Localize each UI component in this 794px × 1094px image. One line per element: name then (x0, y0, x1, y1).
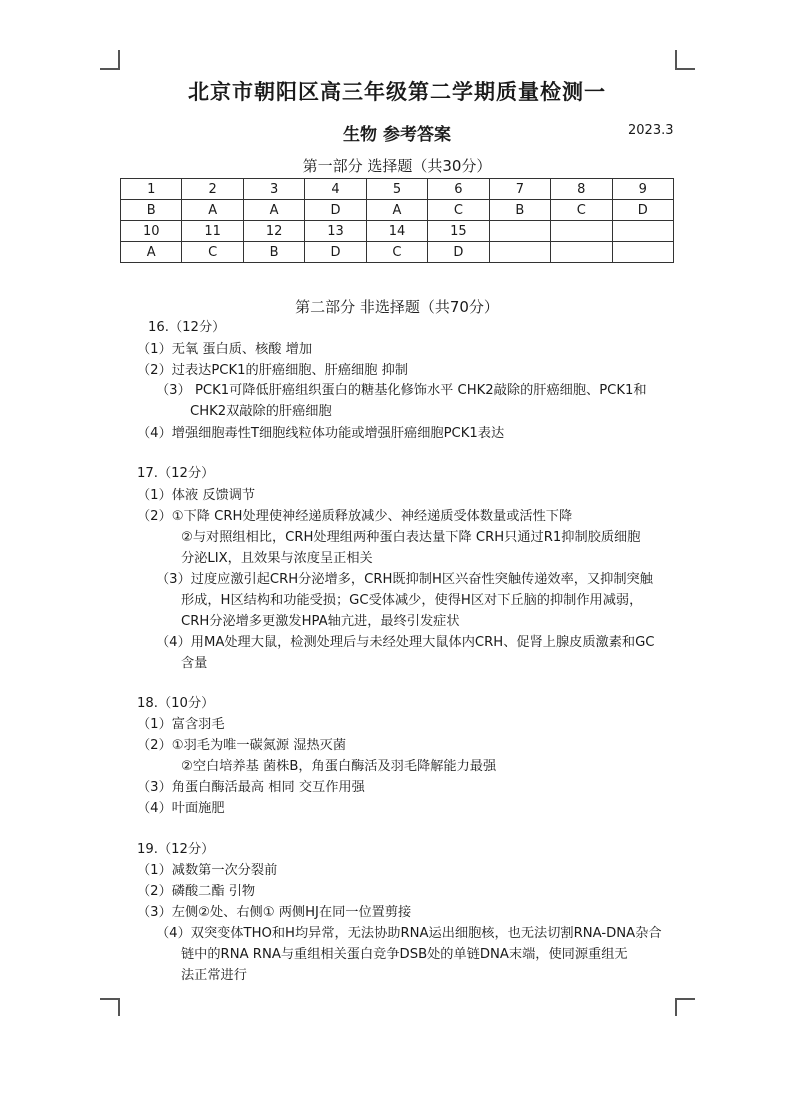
question-heading: 18.（10分） (137, 696, 215, 711)
answer-line: （1）无氧 蛋白质、核酸 增加 (137, 342, 313, 357)
answer-line: 形成，H区结构和功能受损；GC受体减少，使得H区对下丘脑的抑制作用减弱， (181, 593, 643, 608)
crop-mark (100, 998, 120, 1000)
table-cell: B (489, 200, 550, 221)
answer-line: （2）磷酸二酯 引物 (137, 884, 256, 899)
table-cell: C (428, 200, 489, 221)
table-cell: D (305, 242, 366, 263)
crop-mark (100, 68, 120, 70)
table-cell: A (121, 242, 182, 263)
table-cell: 12 (243, 221, 304, 242)
table-row (121, 242, 674, 263)
answer-line: （2）①下降 CRH处理使神经递质释放减少、神经递质受体数量或活性下降 (137, 509, 573, 524)
answer-table (120, 178, 674, 263)
answer-line: （3）角蛋白酶活最高 相同 交互作用强 (137, 780, 365, 795)
answer-line: （3）左侧②处、右侧① 两侧HJ在同一位置剪接 (137, 905, 412, 920)
answer-line: （3）过度应激引起CRH分泌增多，CRH既抑制H区兴奋性突触传递效率，又抑制突触 (156, 572, 653, 587)
answer-line: （1）富含羽毛 (137, 717, 225, 732)
answer-line: CHK2双敲除的肝癌细胞 (190, 404, 332, 419)
table-row (121, 200, 674, 221)
crop-mark (118, 50, 120, 68)
answer-line: 含量 (181, 656, 208, 671)
table-cell: 3 (243, 179, 304, 200)
crop-mark (675, 998, 695, 1000)
table-cell (489, 221, 550, 242)
table-cell: C (551, 200, 612, 221)
table-cell: 9 (612, 179, 674, 200)
table-cell: 7 (489, 179, 550, 200)
crop-mark (675, 998, 677, 1016)
table-cell: 6 (428, 179, 489, 200)
table-cell: 8 (551, 179, 612, 200)
table-cell: B (243, 242, 304, 263)
answer-line: （4）叶面施肥 (137, 801, 225, 816)
table-cell: A (366, 200, 427, 221)
page-subtitle: 生物 参考答案 (343, 125, 451, 145)
table-cell: 5 (366, 179, 427, 200)
table-cell: 14 (366, 221, 427, 242)
table-row (121, 221, 674, 242)
table-cell: 4 (305, 179, 366, 200)
answer-line: （3） PCK1可降低肝癌组织蛋白的糖基化修饰水平 CHK2敲除的肝癌细胞、PCK1和 (156, 383, 647, 398)
table-cell: 1 (121, 179, 182, 200)
answer-line: 法正常进行 (181, 968, 247, 983)
table-cell: D (305, 200, 366, 221)
table-cell: D (428, 242, 489, 263)
question-heading: 16.（12分） (148, 320, 226, 335)
question-heading: 17.（12分） (137, 466, 215, 481)
crop-mark (675, 68, 695, 70)
table-cell (612, 242, 674, 263)
table-cell: 15 (428, 221, 489, 242)
table-cell (612, 221, 674, 242)
page-title: 北京市朝阳区高三年级第二学期质量检测一 (188, 80, 606, 104)
part2-heading: 第二部分 非选择题（共70分） (295, 298, 499, 316)
crop-mark (675, 50, 677, 68)
table-cell: D (612, 200, 674, 221)
answer-line: （4）增强细胞毒性T细胞线粒体功能或增强肝癌细胞PCK1表达 (137, 426, 505, 441)
answer-line: ②空白培养基 菌株B，角蛋白酶活及羽毛降解能力最强 (181, 759, 497, 774)
table-cell: A (243, 200, 304, 221)
question-heading: 19.（12分） (137, 842, 215, 857)
answer-line: （1）减数第一次分裂前 (137, 863, 278, 878)
crop-mark (118, 998, 120, 1016)
answer-line: （2）过表达PCK1的肝癌细胞、肝癌细胞 抑制 (137, 363, 408, 378)
answer-line: （4）双突变体THO和H均异常，无法协助RNA运出细胞核，也无法切割RNA-DNA杂合 (156, 926, 662, 941)
table-cell: 2 (182, 179, 243, 200)
exam-date: 2023.3 (628, 123, 674, 138)
answer-line: 分泌LIX，且效果与浓度呈正相关 (181, 551, 373, 566)
table-cell: C (182, 242, 243, 263)
table-cell (489, 242, 550, 263)
table-cell (551, 242, 612, 263)
table-cell: C (366, 242, 427, 263)
answer-line: （4）用MA处理大鼠，检测处理后与未经处理大鼠体内CRH、促肾上腺皮质激素和GC (156, 635, 655, 650)
answer-line: （1）体液 反馈调节 (137, 488, 256, 503)
table-cell: 13 (305, 221, 366, 242)
table-row (121, 179, 674, 200)
answer-line: 链中的RNA RNA与重组相关蛋白竞争DSB处的单链DNA末端，使同源重组无 (181, 947, 628, 962)
table-cell: A (182, 200, 243, 221)
table-cell: 11 (182, 221, 243, 242)
table-cell (551, 221, 612, 242)
answer-line: ②与对照组相比，CRH处理组两种蛋白表达量下降 CRH只通过R1抑制胶质细胞 (181, 530, 641, 545)
table-cell: B (121, 200, 182, 221)
table-cell: 10 (121, 221, 182, 242)
answer-line: （2）①羽毛为唯一碳氮源 湿热灭菌 (137, 738, 347, 753)
part1-heading: 第一部分 选择题（共30分） (302, 157, 492, 175)
answer-line: CRH分泌增多更激发HPA轴亢进，最终引发症状 (181, 614, 460, 629)
